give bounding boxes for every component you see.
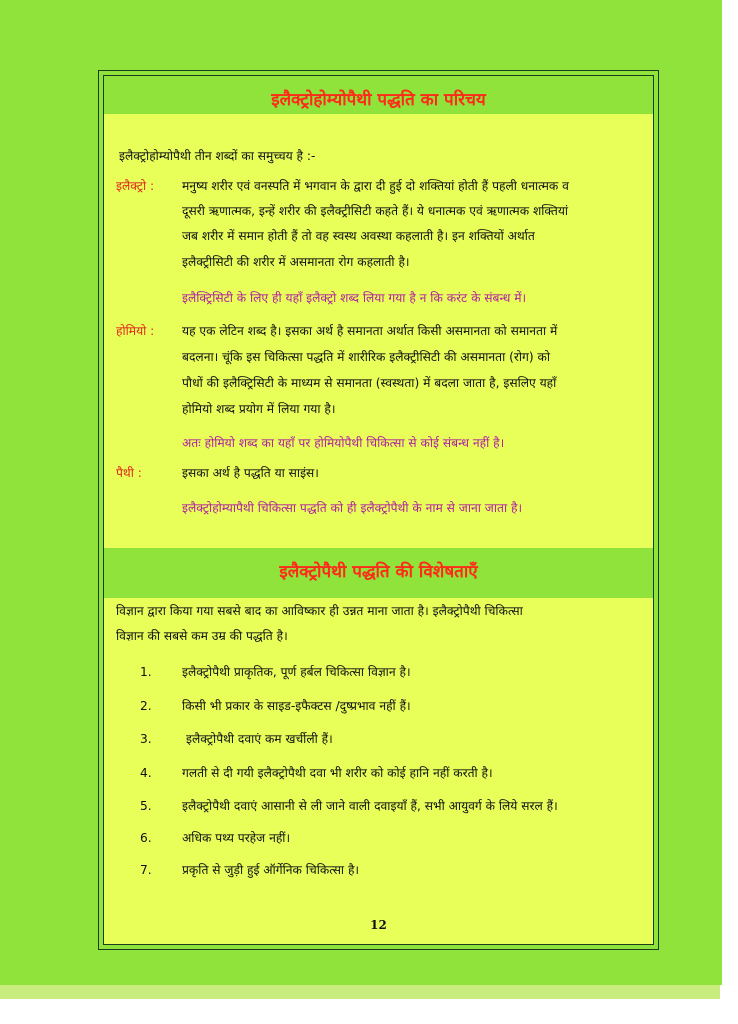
electro-line-1: मनुष्य शरीर एवं वनस्पति में भगवान के द्वारा दी हुई दो शक्तियां होती हैं पहली धनात्मक व	[182, 179, 569, 193]
electro-line-4: इलैक्ट्रीसिटी की शरीर में असमानता रोग कहलाती है।	[182, 255, 410, 269]
pathy-label: पैथी :	[116, 466, 142, 480]
list-item-number: 4.	[140, 766, 152, 780]
list-item-text: प्रकृति से जुड़ी हुई ऑर्गेनिक चिकित्सा है।	[182, 863, 360, 877]
homeo-note: अतः होमियो शब्द का यहाँ पर होमियोपैथी चिकित्सा से कोई संबन्ध नहीं है।	[182, 436, 505, 450]
homeo-line-2: बदलना। चूंकि इस चिकित्सा पद्धति में शारीरिक इलैक्ट्रीसिटी की असमानता (रोग) को	[182, 350, 551, 364]
list-item-number: 3.	[140, 732, 152, 746]
section1-title: इलैक्ट्रोहोम्योपैथी पद्धति का परिचय	[271, 90, 486, 110]
electro-line-3: जब शरीर में समान होती हैं तो वह स्वस्थ अवस्था कहलाती है। इन शक्तियों अर्थात	[182, 229, 535, 243]
electro-label: इलैक्ट्रो :	[116, 179, 155, 193]
homeo-line-1: यह एक लेटिन शब्द है। इसका अर्थ है समानता अर्थात किसी असमानता को समानता में	[182, 324, 558, 338]
electro-note: इलैक्ट्रिसिटी के लिए ही यहाँ इलैक्ट्रो शब्द लिया गया है न कि करंट के संबन्ध में।	[182, 291, 527, 305]
homeo-line-4: होमियो शब्द प्रयोग में लिया गया है।	[182, 402, 336, 416]
list-item-number: 6.	[140, 831, 152, 845]
section1-intro: इलैक्ट्रोहोम्योपैथी तीन शब्दों का समुच्चय है :-	[119, 149, 316, 163]
list-item-number: 7.	[140, 863, 152, 877]
list-item-text: इलैक्ट्रोपैथी प्राकृतिक, पूर्ण हर्बल चिकित्सा विज्ञान है।	[182, 665, 411, 679]
page-number: 12	[370, 918, 387, 932]
electro-line-2: दूसरी ऋणात्मक, इन्हें शरीर की इलैक्ट्रीसिटी कहते हैं। ये धनात्मक एवं ऋणात्मक शक्तियां	[182, 204, 569, 218]
section2-title: इलैक्ट्रोपैथी पद्धति की विशेषताएँ	[279, 562, 478, 582]
list-item-text: अधिक पथ्य परहेज नहीं।	[182, 831, 291, 845]
page-edge	[0, 985, 720, 999]
content-frame	[103, 75, 654, 945]
list-item-text: गलती से दी गयी इलैक्ट्रोपैथी दवा भी शरीर को कोई हानि नहीं करती है।	[182, 766, 493, 780]
homeo-line-3: पौधों की इलैक्ट्रिसिटी के माध्यम से समानता (स्वस्थता) में बदला जाता है, इसलिए यहाँ	[182, 376, 557, 390]
section2-title-band	[104, 548, 653, 598]
list-item-text: इलैक्ट्रोपैथी दवाएं आसानी से ली जाने वाली दवाइयाँ हैं, सभी आयुवर्ग के लिये सरल हैं।	[182, 799, 558, 813]
list-item-text: किसी भी प्रकार के साइड-इफैक्टस /दुष्प्रभाव नहीं हैं।	[182, 699, 411, 713]
pathy-text: इसका अर्थ है पद्धति या साइंस।	[182, 466, 319, 480]
homeo-label: होमियो :	[116, 324, 155, 338]
list-item-number: 2.	[140, 699, 152, 713]
list-item-number: 5.	[140, 799, 152, 813]
list-item-number: 1.	[140, 665, 152, 679]
pathy-note: इलैक्ट्रोहोम्यापैथी चिकित्सा पद्धति को ही इलैक्ट्रोपैथी के नाम से जाना जाता है।	[182, 501, 523, 515]
section2-intro-line-2: विज्ञान की सबसे कम उम्र की पद्धति है।	[116, 629, 288, 643]
list-item-text: इलैक्ट्रोपैथी दवाएं कम खर्चीली हैं।	[186, 732, 333, 746]
section1-title-band	[104, 76, 653, 114]
section2-intro-line-1: विज्ञान द्वारा किया गया सबसे बाद का आविष्कार ही उन्नत माना जाता है। इलैक्ट्रोपैथी चिकित्सा	[116, 604, 523, 618]
